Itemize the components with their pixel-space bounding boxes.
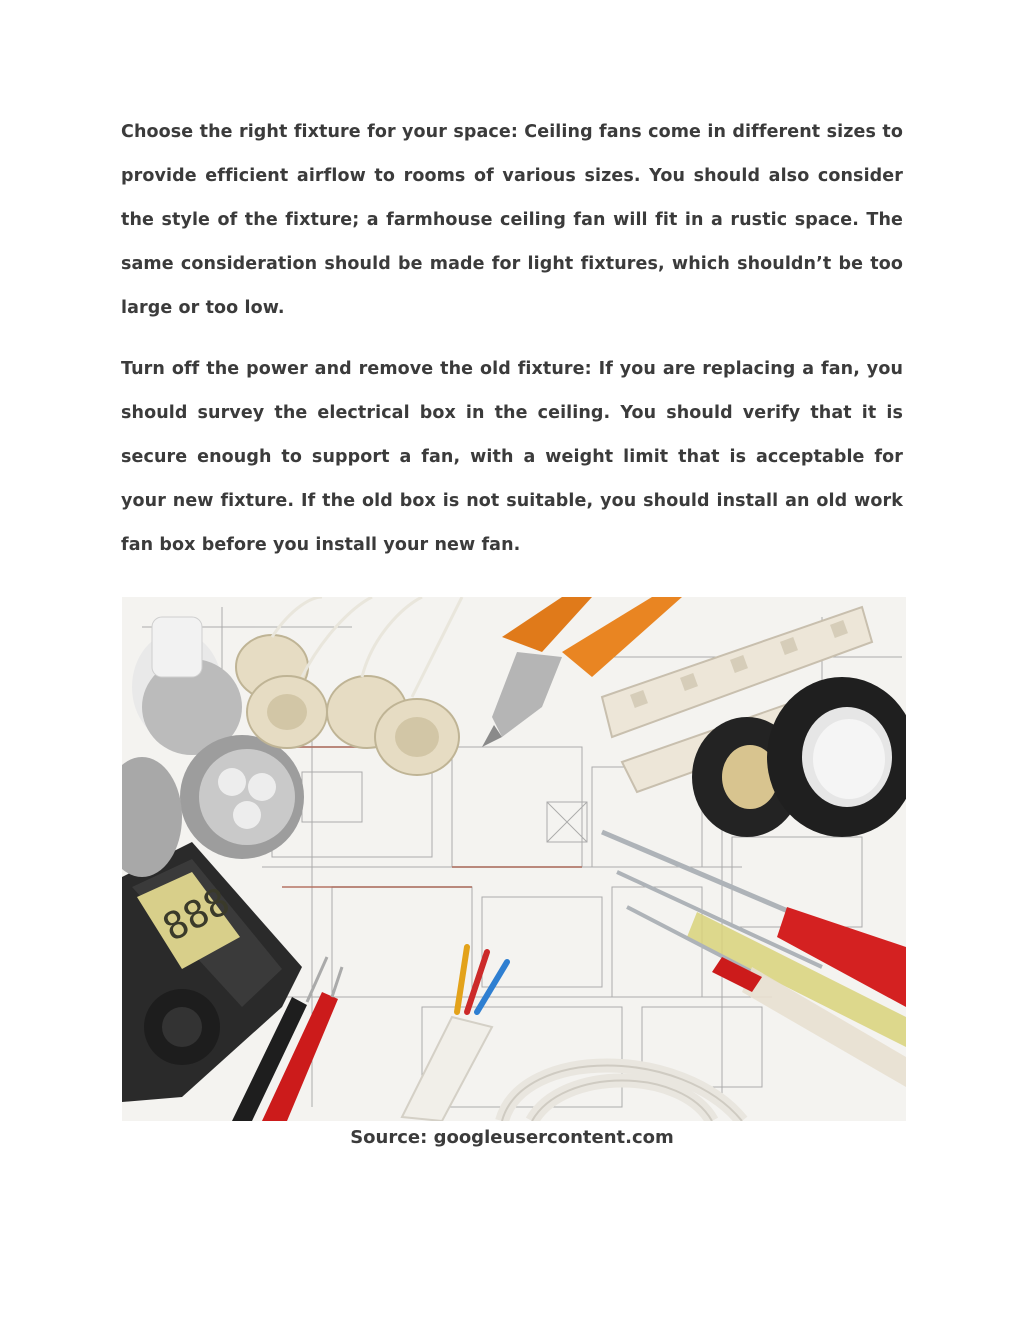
image-caption: Source: googleusercontent.com [350, 1127, 674, 1148]
paragraph-turn-off-power: Turn off the power and remove the old fixture: If you are replacing a fan, you should survey the electrical box in the ceiling. You should verify that it is secure enough to support a fan, with a weight limit that is acceptable for your new fixture. If the old box is not suitable, you should install an old work fan box before you install your new fan. [121, 359, 903, 555]
svg-text:888: 888 [155, 878, 237, 950]
electrical-tools-photo [122, 597, 906, 1121]
paragraph-choose-fixture: Choose the right fixture for your space: Ceiling fans come in different sizes to provide efficient airflow to rooms of various sizes. You should also consider the style of the fixture; a farmhouse ceiling fan will fit in a rustic space. The same consideration should be made for light fixtures, which shouldn’t be too large or too low. [121, 122, 903, 318]
